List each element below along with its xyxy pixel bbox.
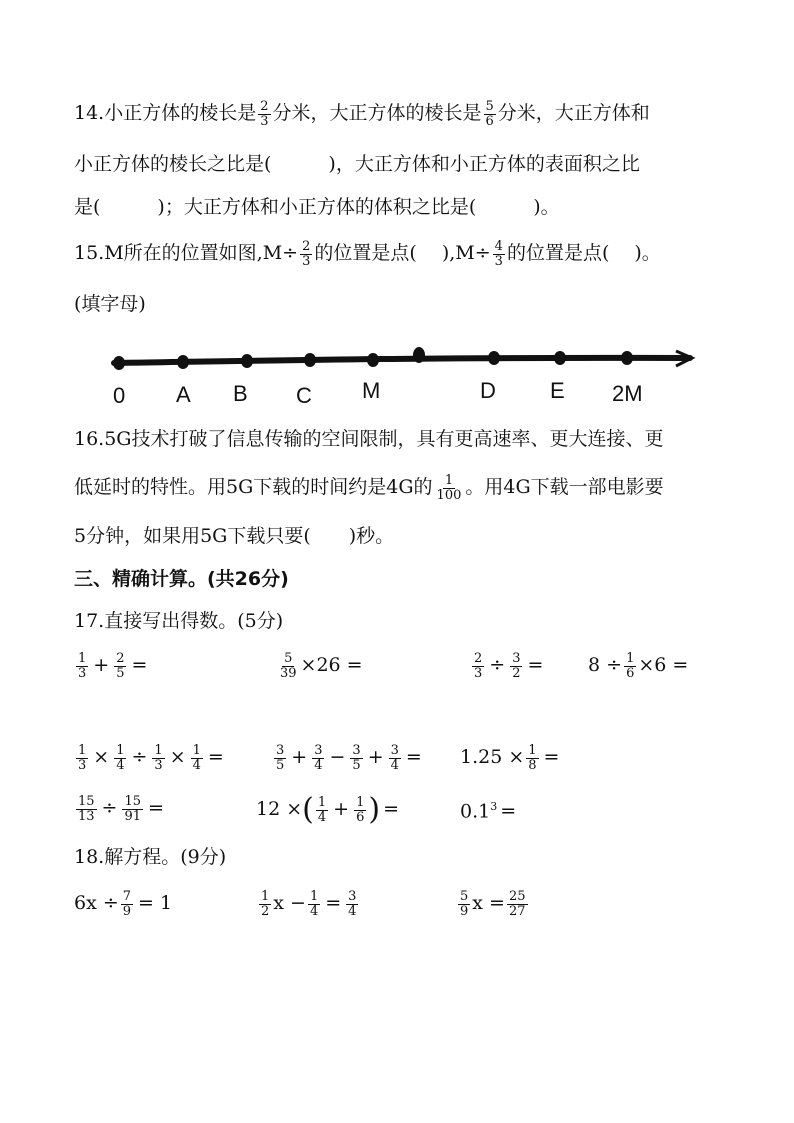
number-line-label-2m: 2M: [612, 381, 643, 406]
section-heading: 三、精确计算。(共26分): [74, 568, 289, 590]
q17-expr-3: $\frac{2}{3}$ ÷ $\frac{3}{2}$ =: [474, 651, 544, 681]
q15-line2: (填字母): [74, 293, 146, 315]
q18-equation-1: 6x ÷ $\frac{7}{9}$ = 1: [74, 889, 173, 919]
q17-expr-6: $\frac{3}{5}$ + $\frac{3}{4}$ − $\frac{3}{5}$ + $\frac{3}{4}$ =: [276, 743, 422, 773]
number-line-label-e: E: [550, 378, 565, 403]
number-line-label-c: C: [296, 383, 312, 408]
q14-line2: 小正方体的棱长之比是( )，大正方体和小正方体的表面积之比: [74, 153, 640, 175]
fraction: $\frac{2}{3}$: [302, 239, 311, 269]
q14-text-c: 分米，大正方体和: [497, 102, 650, 125]
fraction: $\frac{1}{100}$: [436, 473, 462, 503]
q16-line3: 5分钟，如果用5G下载只要( )秒。: [74, 525, 395, 547]
fraction: $\frac{5}{6}$: [485, 99, 494, 129]
fraction: $\frac{4}{3}$: [494, 239, 503, 269]
q14-line1: [74, 100, 650, 128]
q15-line1: [74, 240, 661, 268]
q17-expr-10: $0.1^3$ =: [460, 800, 517, 823]
q14-text-b: 分米，大正方体的棱长是: [272, 102, 482, 125]
q17-expr-5: $\frac{1}{3}$ × $\frac{1}{4}$ ÷ $\frac{1}{3}$ × $\frac{1}{4}$ =: [78, 743, 224, 773]
q16-text-b: 。用4G下载一部电影要: [465, 476, 664, 499]
q18-equation-2: $\frac{1}{2}$ x − $\frac{1}{4}$ = $\frac{3}{4}$: [261, 889, 357, 919]
number-line-label-0: 0: [113, 383, 126, 408]
fraction: $\frac{2}{3}$: [260, 99, 269, 129]
q17-expr-9: 12 ×( $\frac{1}{4}$ + $\frac{1}{6}$ ) =: [256, 792, 399, 827]
q15-text-c: 的位置是点( )。: [506, 242, 661, 265]
q17-expr-2: $\frac{5}{39}$ ×26 =: [280, 651, 363, 681]
q15-text-b: 的位置是点( ),M÷: [314, 242, 491, 265]
q18-equation-3: $\frac{5}{9}$ x = $\frac{25}{27}$: [460, 889, 526, 919]
q17-expr-4: 8 ÷ $\frac{1}{6}$ ×6 =: [588, 651, 689, 681]
q17-expr-8: $\frac{15}{13}$ ÷ $\frac{15}{91}$ =: [78, 794, 164, 824]
number-line-label-a: A: [176, 382, 191, 407]
q17-expr-1: $\frac{1}{3}$ + $\frac{2}{5}$ =: [78, 651, 148, 681]
q15-text-a: 15.M所在的位置如图,M÷: [74, 242, 299, 265]
q16-line2: [74, 474, 664, 502]
number-line-label-m: M: [362, 378, 381, 403]
number-line-label-d: D: [480, 378, 496, 403]
q17-expr-7: 1.25 × $\frac{1}{8}$ =: [460, 743, 560, 773]
q16-text-a: 低延时的特性。用5G下载的时间约是4G的: [74, 476, 433, 499]
q14-line3: 是( )；大正方体和小正方体的体积之比是( )。: [74, 196, 560, 218]
q18-title: 18.解方程。(9分): [74, 846, 227, 868]
q16-line1: 16.5G技术打破了信息传输的空间限制，具有更高速率、更大连接、更: [74, 428, 664, 450]
number-line-label-b: B: [233, 381, 248, 406]
q14-text-a: 14.小正方体的棱长是: [74, 102, 257, 125]
q17-title: 17.直接写出得数。(5分): [74, 610, 284, 632]
